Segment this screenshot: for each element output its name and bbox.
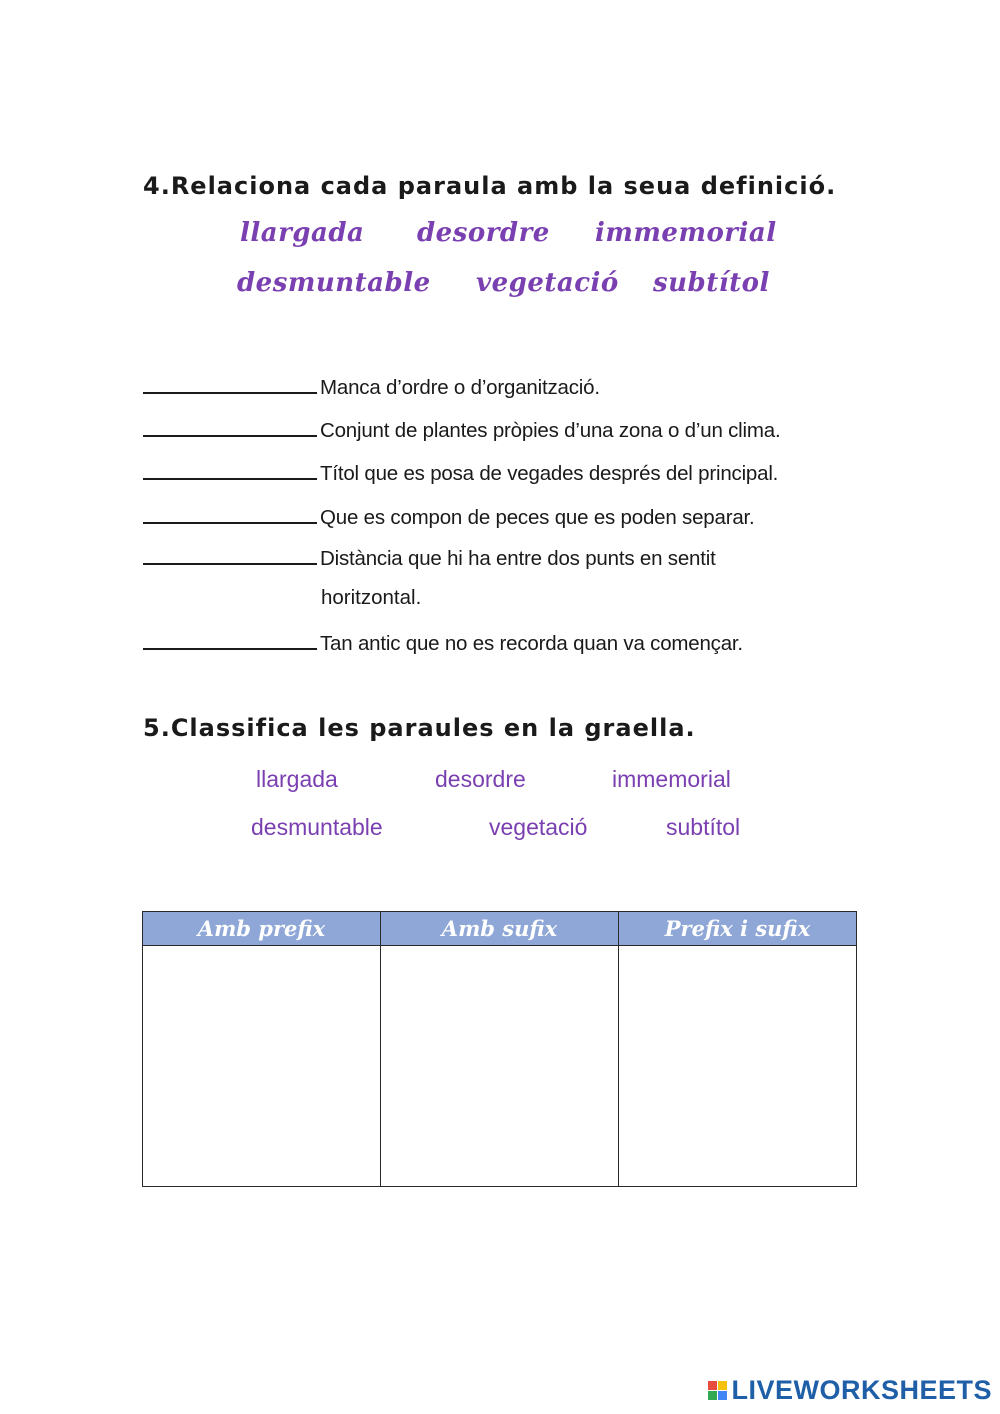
definition-row xyxy=(143,415,780,443)
logo-block xyxy=(718,1391,727,1400)
logo-text: LIVEWORKSHEETS xyxy=(731,1375,992,1405)
classification-table xyxy=(142,911,857,1187)
answer-blank[interactable] xyxy=(143,502,317,524)
definition-text: Títol que es posa de vegades després del principal. xyxy=(320,462,779,485)
logo-blocks-icon xyxy=(708,1381,727,1400)
definition-row xyxy=(143,458,778,486)
logo-block xyxy=(708,1381,717,1390)
answer-cell-prefix[interactable] xyxy=(143,946,381,1187)
answer-blank[interactable] xyxy=(143,372,317,394)
word-subtitol: subtítol xyxy=(666,814,741,840)
header-amb-prefix: Amb prefix xyxy=(143,912,381,946)
exercise-5-heading: 5.Classifica les paraules en la graella. xyxy=(143,714,696,742)
answer-cell-sufix[interactable] xyxy=(381,946,619,1187)
definition-text: Conjunt de plantes pròpies d’una zona o d’un clima. xyxy=(320,419,781,442)
definition-row xyxy=(143,628,743,656)
header-amb-sufix: Amb sufix xyxy=(381,912,619,946)
word-immemorial: immemorial xyxy=(595,218,777,248)
word-llargada: llargada xyxy=(240,218,365,248)
logo-block xyxy=(708,1391,717,1400)
word-desordre: desordre xyxy=(417,218,550,248)
answer-blank[interactable] xyxy=(143,458,317,480)
word-vegetacio: vegetació xyxy=(476,268,619,298)
definition-text: Distància que hi ha entre dos punts en sentit xyxy=(320,547,716,570)
definition-row xyxy=(143,372,600,400)
word-desmuntable: desmuntable xyxy=(251,814,383,840)
definition-continuation: horitzontal. xyxy=(321,586,422,609)
definition-text: Tan antic que no es recorda quan va començar. xyxy=(320,632,743,655)
answer-blank[interactable] xyxy=(143,415,317,437)
definition-text: Que es compon de peces que es poden separar. xyxy=(320,506,755,529)
definition-row xyxy=(143,502,755,530)
word-llargada: llargada xyxy=(256,766,338,792)
header-prefix-i-sufix: Prefix i sufix xyxy=(618,912,856,946)
definition-row xyxy=(143,543,716,571)
answer-blank[interactable] xyxy=(143,628,317,650)
definition-text: Manca d’ordre o d’organització. xyxy=(320,376,600,399)
answer-blank[interactable] xyxy=(143,543,317,565)
logo-block xyxy=(718,1381,727,1390)
word-subtitol: subtítol xyxy=(653,268,770,298)
word-desordre: desordre xyxy=(435,766,526,792)
word-immemorial: immemorial xyxy=(612,766,731,792)
word-desmuntable: desmuntable xyxy=(237,268,431,298)
answer-cell-prefix-sufix[interactable] xyxy=(618,946,856,1187)
liveworksheets-logo xyxy=(708,1375,992,1406)
word-vegetacio: vegetació xyxy=(489,814,588,840)
exercise-4-heading: 4.Relaciona cada paraula amb la seua definició. xyxy=(143,172,837,200)
